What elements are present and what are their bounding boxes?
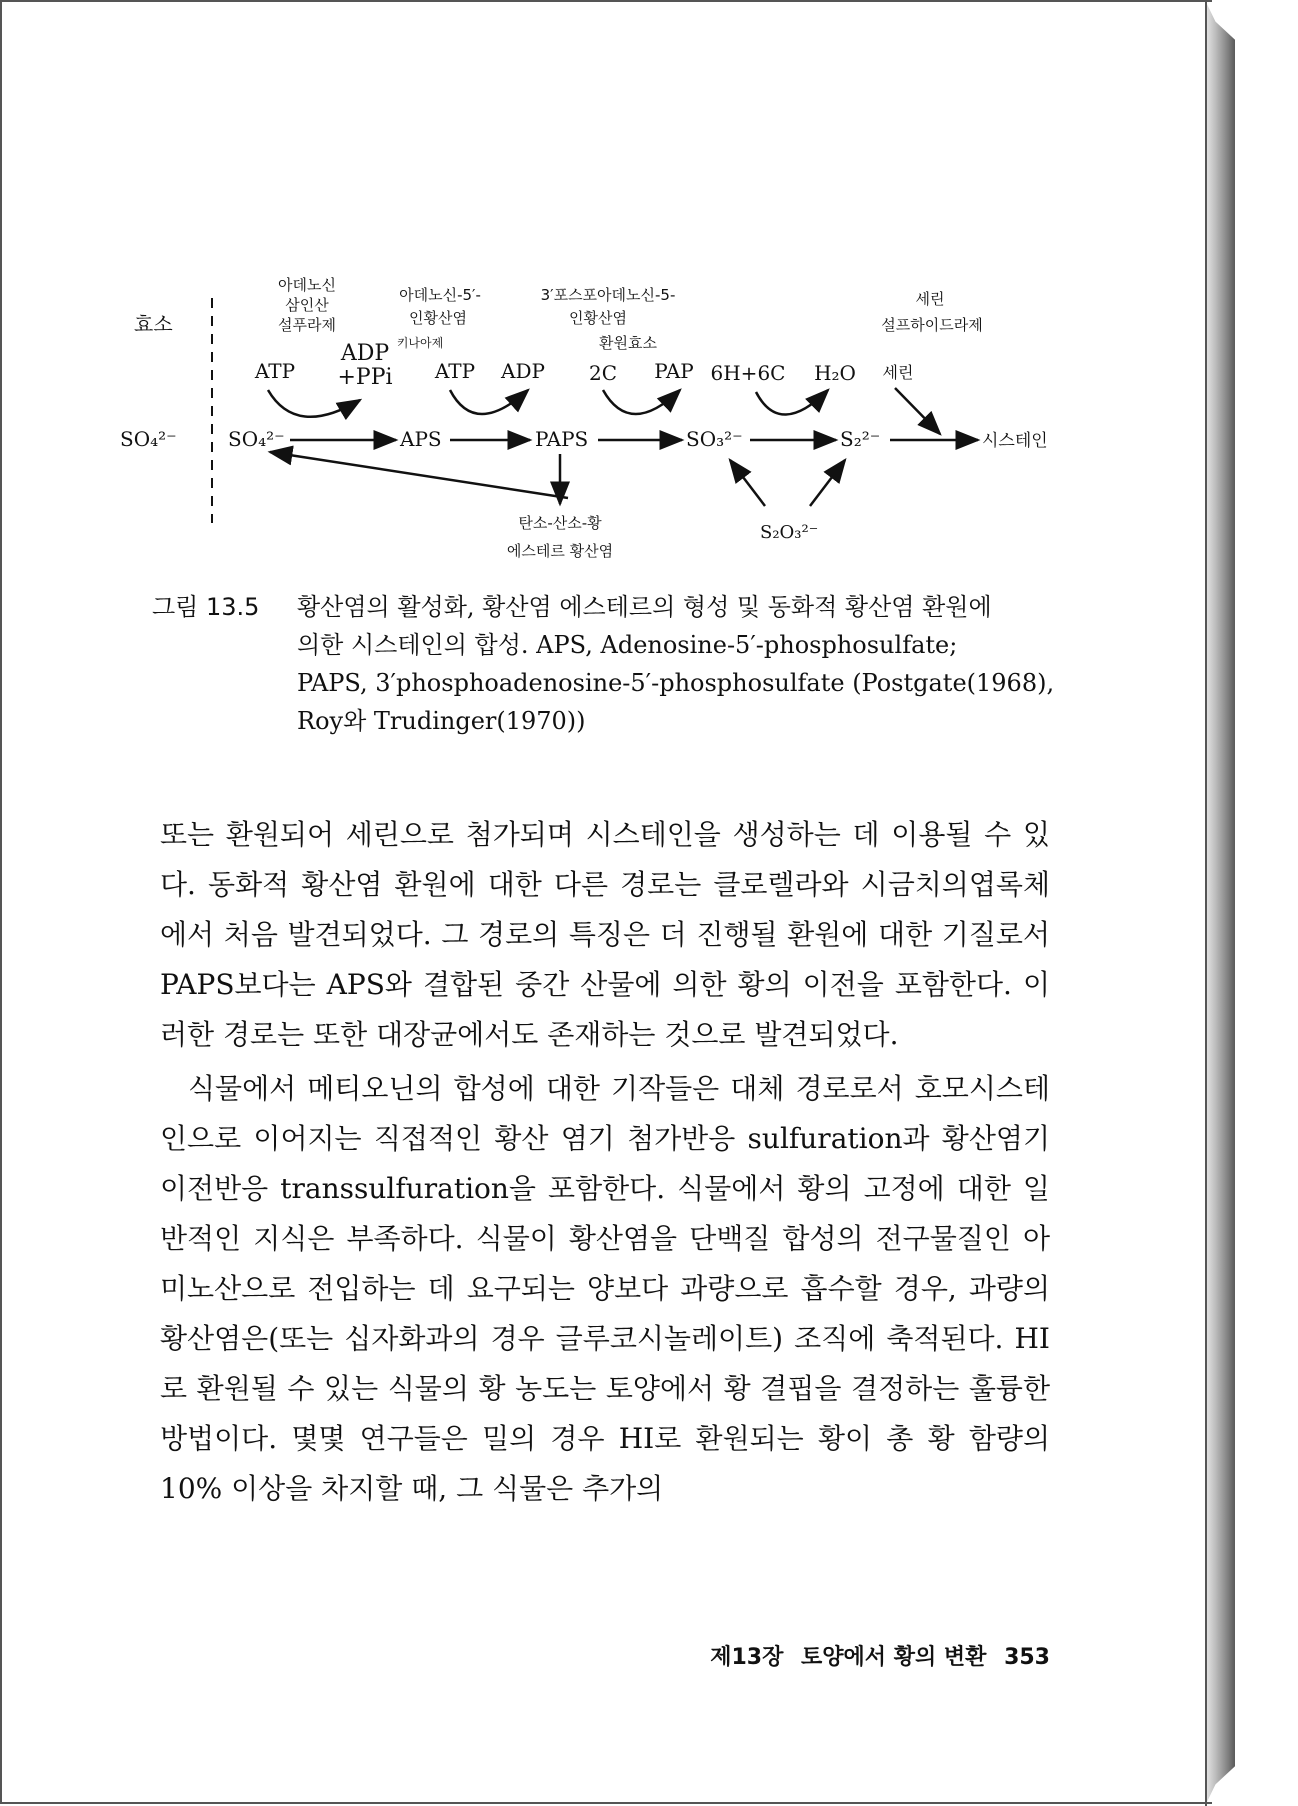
enzyme-sulfhydrase-1: 세린 <box>915 290 945 308</box>
cofactor-2c: 2C <box>588 361 618 385</box>
caption-line: 의한 시스테인의 합성. APS, Adenosine-5′-phosphosulfate; <box>297 631 958 659</box>
footer-chapter: 제13장 <box>710 1645 784 1670</box>
arrow-s2o3-so3 <box>730 460 765 506</box>
paragraph-1: 또는 환원되어 세린으로 첨가되며 시스테인을 생성하는 데 이용될 수 있다. 동화적 황산염 환원에 대한 다른 경로는 클로렐라와 시금치의엽록체에서 처음 발견되었다. 그 경로의 특징은 더 진행될 환원에 대한 기질로서 PAPS보다는 APS와 결합된 중간 산물에 의한 황의 이전을 포함한다. 이러한 경로는 또한 대장균에서도 존재하는 것으로 발견되었다. <box>160 818 1050 1051</box>
cofactor-adp-1: ADP <box>340 341 390 366</box>
node-so4-outside: SO₄²⁻ <box>120 427 177 451</box>
page-number: 353 <box>1004 1645 1050 1670</box>
enzyme-paps-reductase-2: 인황산염 <box>569 309 627 327</box>
node-ester-2: 에스테르 황산염 <box>506 542 614 560</box>
enzyme-paps-reductase-1: 3′포스포아데노신-5- <box>540 286 676 304</box>
caption-line: Roy와 Trudinger(1970)) <box>297 707 586 735</box>
arrow-ester-to-so4 <box>270 452 568 498</box>
node-ester-1: 탄소-산소-황 <box>518 514 602 532</box>
node-aps: APS <box>400 427 442 451</box>
cofactor-serine: 세린 <box>882 363 914 382</box>
body-text <box>160 810 1050 1514</box>
enzyme-sulfhydrase-2: 설프하이드라제 <box>881 316 983 334</box>
node-so3: SO₃²⁻ <box>686 427 743 451</box>
arrow-s2o3-s2 <box>810 460 845 506</box>
cofactor-pap: PAP <box>654 359 694 383</box>
caption-line: PAPS, 3′phosphoadenosine-5′-phosphosulfate (Postgate(1968), <box>297 669 1055 697</box>
curve-arrow-paps-reductase <box>603 390 680 414</box>
page-edge <box>1205 0 1235 1806</box>
cofactor-atp-1: ATP <box>254 359 296 383</box>
enzyme-atp-sulfurylase-1: 아데노신 <box>278 276 336 294</box>
node-s2o3: S₂O₃²⁻ <box>760 522 819 543</box>
curve-arrow-so3-reduction <box>756 390 828 415</box>
cofactor-adp-2: ADP <box>501 359 545 383</box>
cofactor-6h6c: 6H+6C <box>710 361 786 385</box>
cofactor-h2o: H₂O <box>814 361 856 385</box>
curve-arrow-atp-sulfurylase <box>268 390 360 417</box>
cofactor-ppi-1: +PPi <box>337 365 393 390</box>
caption-line: 황산염의 활성화, 황산염 에스테르의 형성 및 동화적 황산염 환원에 <box>297 593 992 621</box>
enzyme-aps-kinase-1: 아데노신-5′- <box>399 286 481 304</box>
curve-arrow-aps-kinase <box>450 390 528 414</box>
node-paps: PAPS <box>535 427 589 451</box>
enzyme-aps-kinase-3: 키나아제 <box>396 336 444 350</box>
node-s2: S₂²⁻ <box>840 427 881 451</box>
enzyme-atp-sulfurylase-3: 설푸라제 <box>278 316 336 334</box>
enzyme-aps-kinase-2: 인황산염 <box>409 309 467 327</box>
enzyme-paps-reductase-3: 환원효소 <box>599 334 657 352</box>
node-so4-inside: SO₄²⁻ <box>228 427 285 451</box>
footer-title: 토양에서 황의 변환 <box>801 1645 987 1670</box>
sulfate-pathway-diagram <box>120 268 1070 568</box>
arrow-serine <box>895 388 940 434</box>
paragraph-2: 식물에서 메티오닌의 합성에 대한 기작들은 대체 경로로서 호모시스테인으로 이어지는 직접적인 황산 염기 첨가반응 sulfuration과 황산염기이전반응 transsulfuration을 포함한다. 식물에서 황의 고정에 대한 일반적인 지식은 부족하다. 식물이 황산염을 단백질 합성의 전구물질인 아미노산으로 전입하는 데 요구되는 양보다 과량으로 흡수할 경우, 과량의 황산염은(또는 십자화과의 경우 글루코시놀레이트) 조직에 축적된다. HI로 환원될 수 있는 식물의 황 농도는 토양에서 황 결핍을 결정하는 훌륭한 방법이다. 몇몇 연구들은 밀의 경우 HI로 환원되는 황이 총 황 함량의 10% 이상을 차지할 때, 그 식물은 추가의 <box>160 1072 1050 1505</box>
figure-label: 그림 13.5 <box>152 593 260 621</box>
node-cysteine: 시스테인 <box>982 431 1048 451</box>
enzyme-label: 효소 <box>134 312 173 336</box>
running-footer <box>630 1640 1050 1671</box>
page-edge-line <box>1205 0 1207 1806</box>
cofactor-atp-2: ATP <box>434 359 476 383</box>
enzyme-atp-sulfurylase-2: 삼인산 <box>285 296 329 314</box>
caption-text <box>297 588 1057 740</box>
